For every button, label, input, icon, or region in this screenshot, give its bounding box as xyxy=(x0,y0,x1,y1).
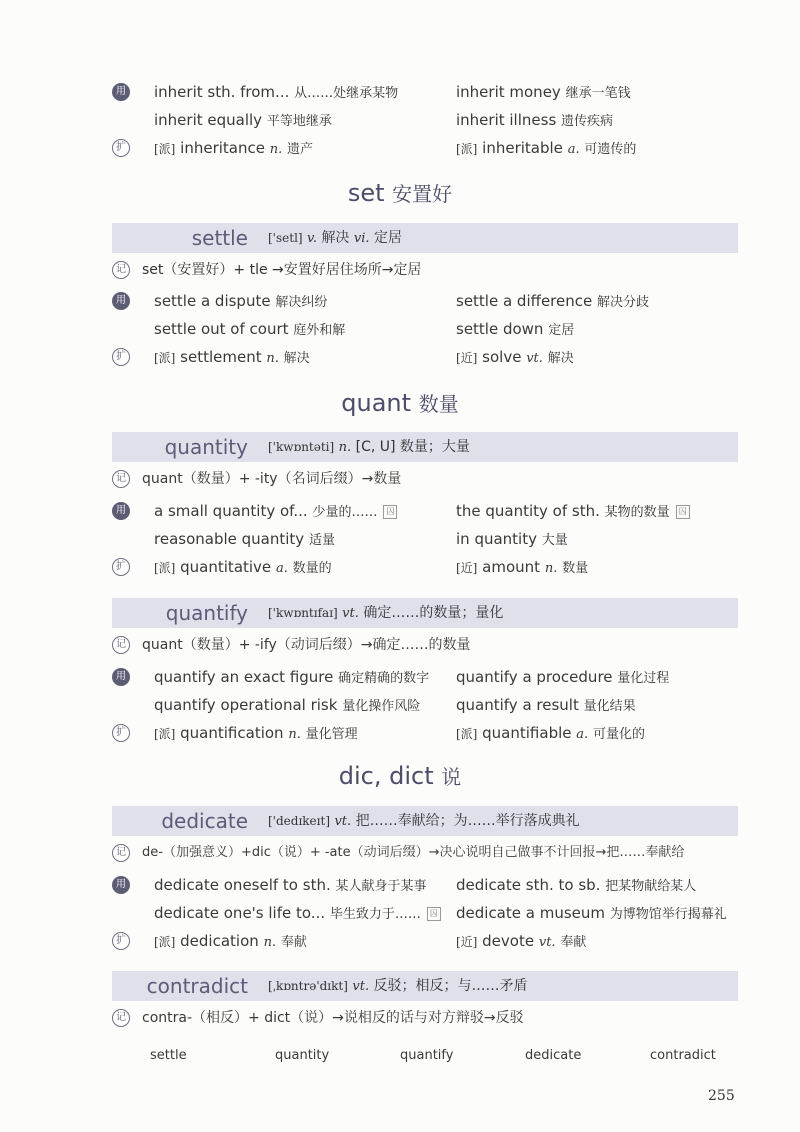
phrase: reasonable quantity xyxy=(154,530,305,548)
extension-icon: 扩 xyxy=(112,724,130,742)
pos: a. xyxy=(576,727,589,742)
tag: [近] xyxy=(456,935,478,949)
memo-row xyxy=(112,465,752,493)
definition xyxy=(268,971,528,1002)
meaning: 奉献 xyxy=(560,935,587,950)
phonetic: ['setl] xyxy=(268,231,303,245)
extension-row xyxy=(112,343,752,371)
phonetic: ['dedɪkeɪt] xyxy=(268,814,330,828)
memo-text: quant（数量）+ -ity（名词后缀）→数量 xyxy=(142,471,402,487)
definition xyxy=(268,223,402,254)
headword: quantify xyxy=(165,601,248,625)
derived-word: quantitative xyxy=(180,558,272,576)
usage-icon: 用 xyxy=(112,668,130,686)
extension-icon: 扩 xyxy=(112,348,130,366)
usage-row xyxy=(112,78,752,106)
phonetic: ['kwɒntɪfaɪ] xyxy=(268,606,338,620)
memo-text: set（安置好）+ tle →安置好居住场所→定居 xyxy=(142,262,422,278)
root-heading-dict xyxy=(0,758,800,794)
usage-row xyxy=(112,287,752,315)
definition xyxy=(268,432,470,463)
review-word: quantify xyxy=(400,1048,454,1063)
phrase-cn: 把某物献给某人 xyxy=(605,879,697,894)
root: dic, dict xyxy=(338,762,434,790)
word-bar-contradict xyxy=(112,971,738,1001)
meaning: 遗产 xyxy=(287,142,314,157)
usage-row xyxy=(112,871,752,899)
phrase-cn: 定居 xyxy=(548,323,575,338)
derived-word: solve xyxy=(482,348,522,366)
phrase-cn: 适量 xyxy=(308,533,335,548)
derived-word: inheritance xyxy=(180,139,265,157)
tag: [派] xyxy=(154,142,176,156)
tag: [派] xyxy=(456,142,478,156)
meaning: 解决 xyxy=(321,230,350,246)
derived-word: quantification xyxy=(180,724,284,742)
phonetic: [ˌkɒntrə'dɪkt] xyxy=(268,979,348,993)
memo-row xyxy=(112,256,752,284)
tag: [派] xyxy=(456,727,478,741)
memo-icon: 记 xyxy=(112,636,130,654)
usage-icon: 用 xyxy=(112,876,130,894)
phrase-cn: 为博物馆举行揭幕礼 xyxy=(609,907,727,922)
phrase-cn: 平等地继承 xyxy=(266,114,332,129)
phrase-cn: 量化操作风险 xyxy=(342,699,421,714)
meaning: 量化管理 xyxy=(305,727,358,742)
phrase: inherit sth. from... xyxy=(154,83,290,101)
extension-row xyxy=(112,927,752,955)
word-bar-quantity xyxy=(112,432,738,462)
derived-word: dedication xyxy=(180,932,259,950)
meaning: 可遗传的 xyxy=(584,142,637,157)
phrase: quantify a result xyxy=(456,696,579,714)
audio-ref-icon: 囚 xyxy=(427,907,441,921)
definition xyxy=(268,598,503,629)
audio-ref-icon: 囚 xyxy=(676,505,690,519)
phrase-cn: 大量 xyxy=(541,533,568,548)
usage-row xyxy=(112,525,752,553)
phonetic: ['kwɒntəti] xyxy=(268,440,335,454)
usage-row xyxy=(112,691,752,719)
meaning: 把……奉献给；为……举行落成典礼 xyxy=(355,813,580,829)
phrase: the quantity of sth. xyxy=(456,502,600,520)
phrase: dedicate oneself to sth. xyxy=(154,876,331,894)
meaning: 确定……的数量；量化 xyxy=(363,605,504,621)
root-heading-set xyxy=(0,175,800,211)
word-bar-settle xyxy=(112,223,738,253)
phrase-cn: 确定精确的数字 xyxy=(338,671,430,686)
phrase-cn: 某物的数量 xyxy=(604,505,670,520)
phrase-cn: 某人献身于某事 xyxy=(335,879,427,894)
pos: n. xyxy=(266,351,279,366)
phrase-cn: 毕生致力于…… xyxy=(329,907,421,922)
tag: [派] xyxy=(154,351,176,365)
pos: a. xyxy=(567,142,580,157)
derived-word: amount xyxy=(482,558,541,576)
pos: vt. xyxy=(352,979,370,994)
phrase: dedicate sth. to sb. xyxy=(456,876,601,894)
phrase: inherit money xyxy=(456,83,561,101)
phrase: quantify a procedure xyxy=(456,668,613,686)
pos: vt. xyxy=(526,351,543,366)
tag: [派] xyxy=(154,727,176,741)
meaning: 定居 xyxy=(373,230,402,246)
extension-icon: 扩 xyxy=(112,139,130,157)
pos: n. xyxy=(338,440,352,455)
meaning: 数量 xyxy=(562,561,589,576)
phrase-cn: 量化过程 xyxy=(617,671,670,686)
phrase-cn: 庭外和解 xyxy=(293,323,346,338)
phrase-cn: 从……处继承某物 xyxy=(294,86,399,101)
meaning: 可量化的 xyxy=(592,727,645,742)
memo-text: contra-（相反）+ dict（说）→说相反的话与对方辩驳→反驳 xyxy=(142,1010,524,1026)
root: quant xyxy=(341,389,412,417)
pos: n. xyxy=(544,561,558,576)
phrase: settle out of court xyxy=(154,320,289,338)
word-bar-dedicate xyxy=(112,806,738,836)
root-meaning: 数量 xyxy=(418,392,459,416)
pos: n. xyxy=(263,935,277,950)
phrase-cn: 解决分歧 xyxy=(597,295,650,310)
phrase: inherit equally xyxy=(154,111,263,129)
root: set xyxy=(347,179,385,207)
pos: vt. xyxy=(538,935,556,950)
pos: vt. xyxy=(334,814,352,829)
usage-row xyxy=(112,106,752,134)
headword: dedicate xyxy=(161,809,248,833)
phrase-cn: 继承一笔钱 xyxy=(565,86,631,101)
phrase: quantify operational risk xyxy=(154,696,338,714)
phrase: settle down xyxy=(456,320,544,338)
meaning: 数量的 xyxy=(292,561,332,576)
pos: vi. xyxy=(353,231,370,246)
phrase: quantify an exact figure xyxy=(154,668,334,686)
derived-word: inheritable xyxy=(482,139,563,157)
review-word: contradict xyxy=(650,1048,716,1063)
phrase: dedicate one's life to... xyxy=(154,904,326,922)
meaning: [C, U] 数量；大量 xyxy=(355,439,470,455)
phrase-cn: 解决纠纷 xyxy=(275,295,328,310)
phrase: inherit illness xyxy=(456,111,557,129)
meaning: 奉献 xyxy=(280,935,307,950)
memo-row xyxy=(112,839,752,867)
page-number: 255 xyxy=(708,1088,735,1104)
pos: n. xyxy=(269,142,283,157)
root-heading-quant xyxy=(0,385,800,421)
memo-text: quant（数量）+ -ify（动词后缀）→确定……的数量 xyxy=(142,637,471,653)
tag: [近] xyxy=(456,561,478,575)
review-word-list xyxy=(150,1048,750,1072)
phrase-cn: 遗传疾病 xyxy=(561,114,614,129)
memo-row xyxy=(112,631,752,659)
pos: n. xyxy=(288,727,301,742)
usage-icon: 用 xyxy=(112,83,130,101)
meaning: 反驳；相反；与……矛盾 xyxy=(373,978,528,994)
memo-icon: 记 xyxy=(112,261,130,279)
usage-icon: 用 xyxy=(112,502,130,520)
root-meaning: 说 xyxy=(441,765,462,789)
tag: [近] xyxy=(456,351,478,365)
headword: contradict xyxy=(146,974,248,998)
usage-icon: 用 xyxy=(112,292,130,310)
extension-icon: 扩 xyxy=(112,932,130,950)
definition xyxy=(268,806,580,837)
memo-row xyxy=(112,1004,752,1032)
memo-icon: 记 xyxy=(112,1009,130,1027)
pos: a. xyxy=(275,561,288,576)
extension-row xyxy=(112,553,752,581)
derived-word: devote xyxy=(482,932,535,950)
memo-icon: 记 xyxy=(112,844,130,862)
phrase-cn: 量化结果 xyxy=(583,699,636,714)
usage-row xyxy=(112,497,752,525)
phrase: settle a difference xyxy=(456,292,593,310)
meaning: 解决 xyxy=(547,351,574,366)
phrase: dedicate a museum xyxy=(456,904,605,922)
phrase: in quantity xyxy=(456,530,537,548)
extension-row xyxy=(112,719,752,747)
derived-word: quantifiable xyxy=(482,724,572,742)
tag: [派] xyxy=(154,561,176,575)
usage-row xyxy=(112,899,752,927)
phrase: a small quantity of... xyxy=(154,502,308,520)
word-bar-quantify xyxy=(112,598,738,628)
audio-ref-icon: 囚 xyxy=(383,505,397,519)
root-meaning: 安置好 xyxy=(392,182,453,206)
headword: settle xyxy=(191,226,248,250)
usage-row xyxy=(112,663,752,691)
phrase: settle a dispute xyxy=(154,292,271,310)
headword: quantity xyxy=(164,435,248,459)
phrase-cn: 少量的…… xyxy=(312,505,378,520)
review-word: settle xyxy=(150,1048,187,1063)
extension-row xyxy=(112,134,752,162)
pos: v. xyxy=(307,231,317,246)
memo-text: de-（加强意义）+dic（说）+ -ate（动词后缀）→决心说明自己做事不计回报→把……奉献给 xyxy=(142,845,685,860)
usage-row xyxy=(112,315,752,343)
memo-icon: 记 xyxy=(112,470,130,488)
meaning: 解决 xyxy=(283,351,310,366)
review-word: dedicate xyxy=(525,1048,582,1063)
pos: vt. xyxy=(342,606,359,621)
review-word: quantity xyxy=(275,1048,330,1063)
extension-icon: 扩 xyxy=(112,558,130,576)
derived-word: settlement xyxy=(180,348,262,366)
tag: [派] xyxy=(154,935,176,949)
